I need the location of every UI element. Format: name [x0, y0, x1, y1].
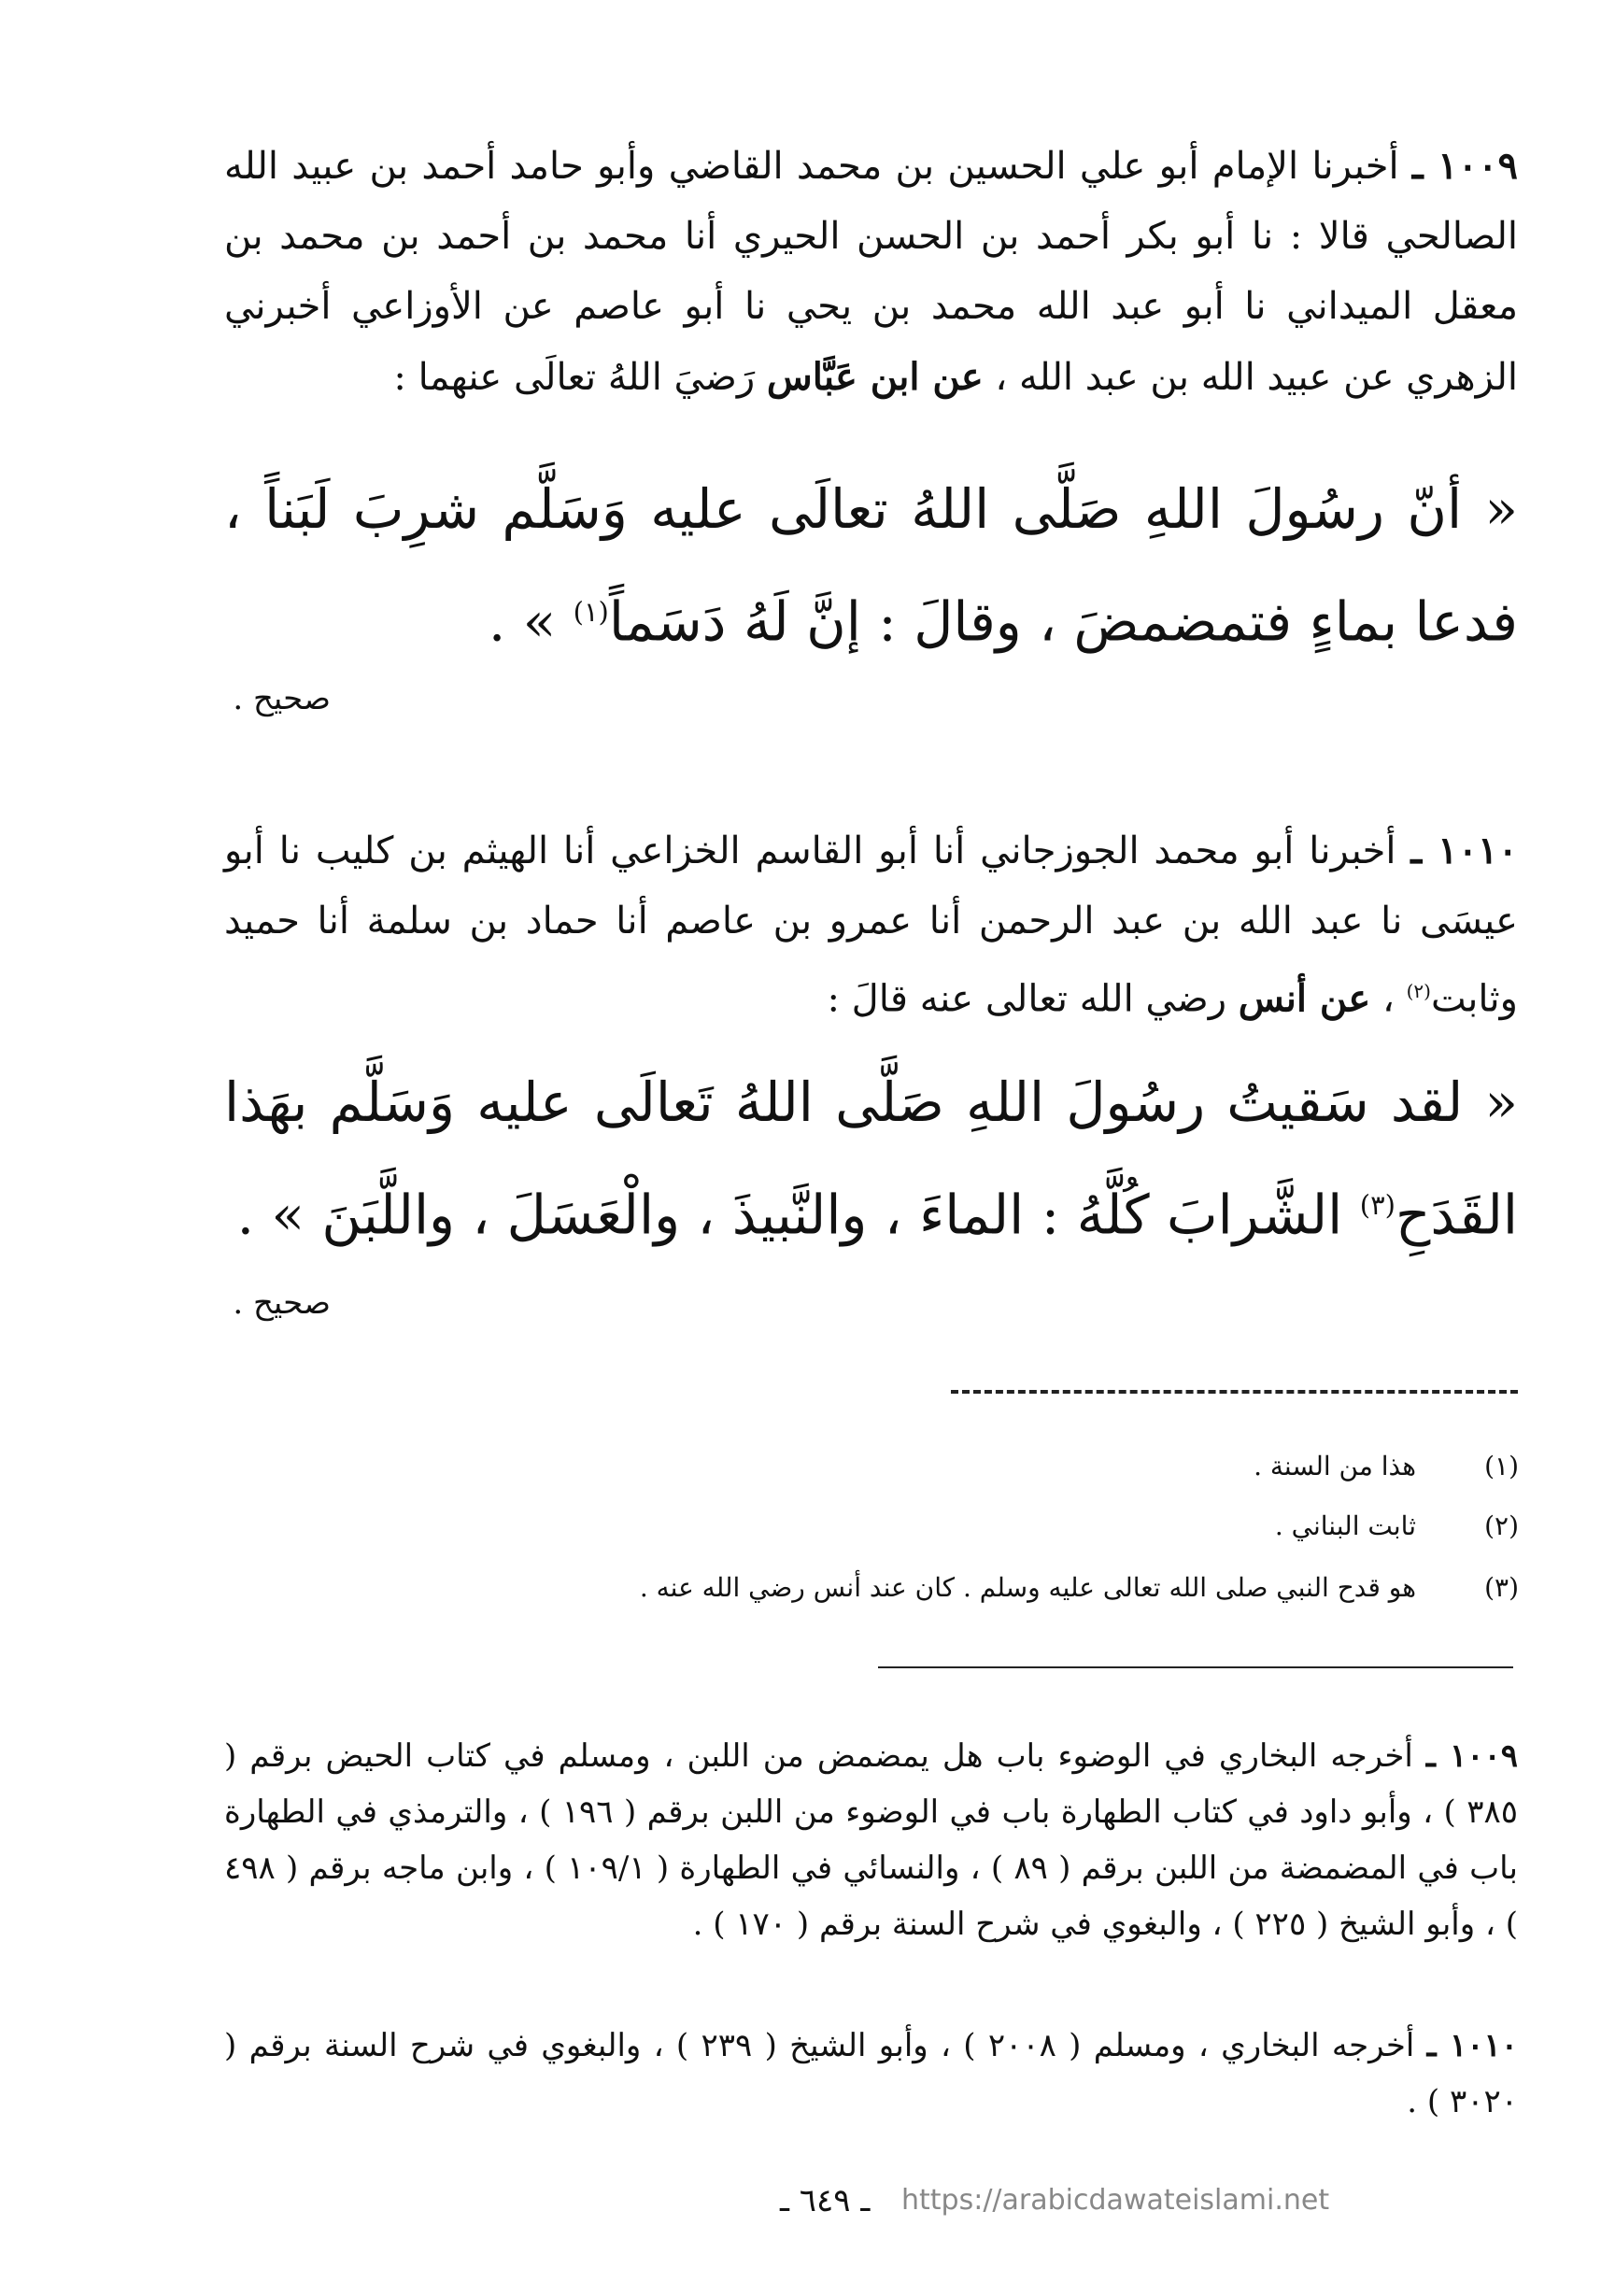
takhrij-text: أخرجه البخاري في الوضوء باب هل يمضمض من اللبن ، ومسلم في كتاب الحيض برقم ( ٣٨٥ ) ، وأبو داود في كتاب الطهارة باب في الوضوء من اللبن برقم ( ١٩٦ ) ، والترمذي في الطهارة باب في المضمضة من اللبن برقم ( ٨٩ ) ، والنسائي في الطهارة ( ١٠٩/١ ) ، وابن ماجه برقم ( ٤٩٨ ) ، وأبو الشيخ ( ٢٢٥ ) ، والبغوي في شرح السنة برقم ( ١٧٠ ) . [224, 1737, 1518, 1943]
hadith-1010-grade: صحيح . [233, 1284, 331, 1322]
hadith-1009-grade: صحيح . [233, 680, 331, 717]
narrator-companion: عن ابن عَبَّاس [766, 355, 984, 399]
hadith-1009-isnad [224, 131, 1518, 413]
footnote-ref: (٣) [1359, 1189, 1396, 1221]
matn-end: » . [488, 589, 557, 654]
isnad-text: أخبرنا الإمام أبو علي الحسين بن محمد القاضي وأبو حامد أحمد بن عبيد الله الصالحي قالا : نا أبو بكر أحمد بن الحسن الحيري أنا محمد بن أحمد بن محمد بن معقل الميداني نا أبو عبد الله محمد بن يحي نا أبو عاصم عن الأوزاعي أخبرني الزهري عن عبيد الله بن عبد الله ، [224, 145, 1518, 399]
takhrij-1010 [224, 2018, 1518, 2130]
takhrij-separator [878, 1666, 1513, 1668]
hadith-1010-isnad [224, 815, 1518, 1034]
hadith-1010-matn [224, 1051, 1518, 1266]
matn-text: « أنّ رسُولَ اللهِ صَلَّى اللهُ تعالَى عليه وَسَلَّم شرِبَ لَبَناً ، فدعا بماءٍ فتمضمضَ ، وقالَ : إنَّ لَهُ دَسَماً [224, 477, 1518, 654]
matn-text: « لقد سَقيتُ رسُولَ اللهِ صَلَّى اللهُ تَعالَى عليه وَسَلَّم بهَذا القَدَحِ [224, 1070, 1518, 1247]
footnote-3 [585, 1569, 1519, 1607]
footnote-mark: (١) [1484, 1451, 1519, 1481]
takhrij-1009 [224, 1728, 1518, 1952]
takhrij-text: أخرجه البخاري ، ومسلم ( ٢٠٠٨ ) ، وأبو الشيخ ( ٢٣٩ ) ، والبغوي في شرح السنة برقم ( ٣٠٢٠ ) . [224, 2027, 1518, 2120]
isnad-sep: ، [1381, 977, 1395, 1021]
footnote-text: هو قدح النبي صلى الله تعالى عليه وسلم . كان عند أنس رضي الله عنه . [639, 1572, 1416, 1603]
footnote-text: ثابت البناني . [1274, 1510, 1416, 1541]
hadith-number: ١٠١٠ ـ [1410, 829, 1519, 872]
footnote-text: هذا من السنة . [1254, 1451, 1416, 1481]
footnote-2 [585, 1508, 1519, 1545]
footnote-mark: (٣) [1484, 1572, 1519, 1603]
footnote-mark: (٢) [1484, 1510, 1519, 1541]
page-number: ـ ٦٤٩ ـ [780, 2182, 871, 2219]
footnote-ref: (٢) [1406, 980, 1431, 1002]
isnad-text-end: رَضيَ اللهُ تعالَى عنهما : [393, 356, 756, 399]
footnote-1 [585, 1448, 1519, 1485]
narrator-companion: عن أنس [1238, 976, 1371, 1021]
footnote-ref: (١) [573, 596, 609, 628]
hadith-number: ١٠٠٩ ـ [1411, 144, 1519, 188]
matn-text-end: الشَّرابَ كُلَّهُ : الماءَ ، والنَّبيذَ ، والْعَسَلَ ، واللَّبَنَ » . [236, 1183, 1343, 1247]
takhrij-number: ١٠٠٩ ـ [1425, 1737, 1518, 1775]
isnad-text-end: رضي الله تعالى عنه قالَ : [827, 977, 1227, 1021]
watermark-url[interactable]: https://arabicdawateislami.net [901, 2184, 1330, 2217]
isnad-text: أخبرنا أبو محمد الجوزجاني أنا أبو القاسم الخزاعي أنا الهيثم بن كليب نا أبو عيسَى نا عبد الله بن عبد الرحمن أنا عمرو بن عاصم أنا حماد بن سلمة أنا حميد وثابت [224, 829, 1518, 1021]
hadith-1009-matn [224, 458, 1518, 673]
takhrij-number: ١٠١٠ ـ [1426, 2027, 1518, 2064]
footnote-separator [951, 1390, 1518, 1394]
